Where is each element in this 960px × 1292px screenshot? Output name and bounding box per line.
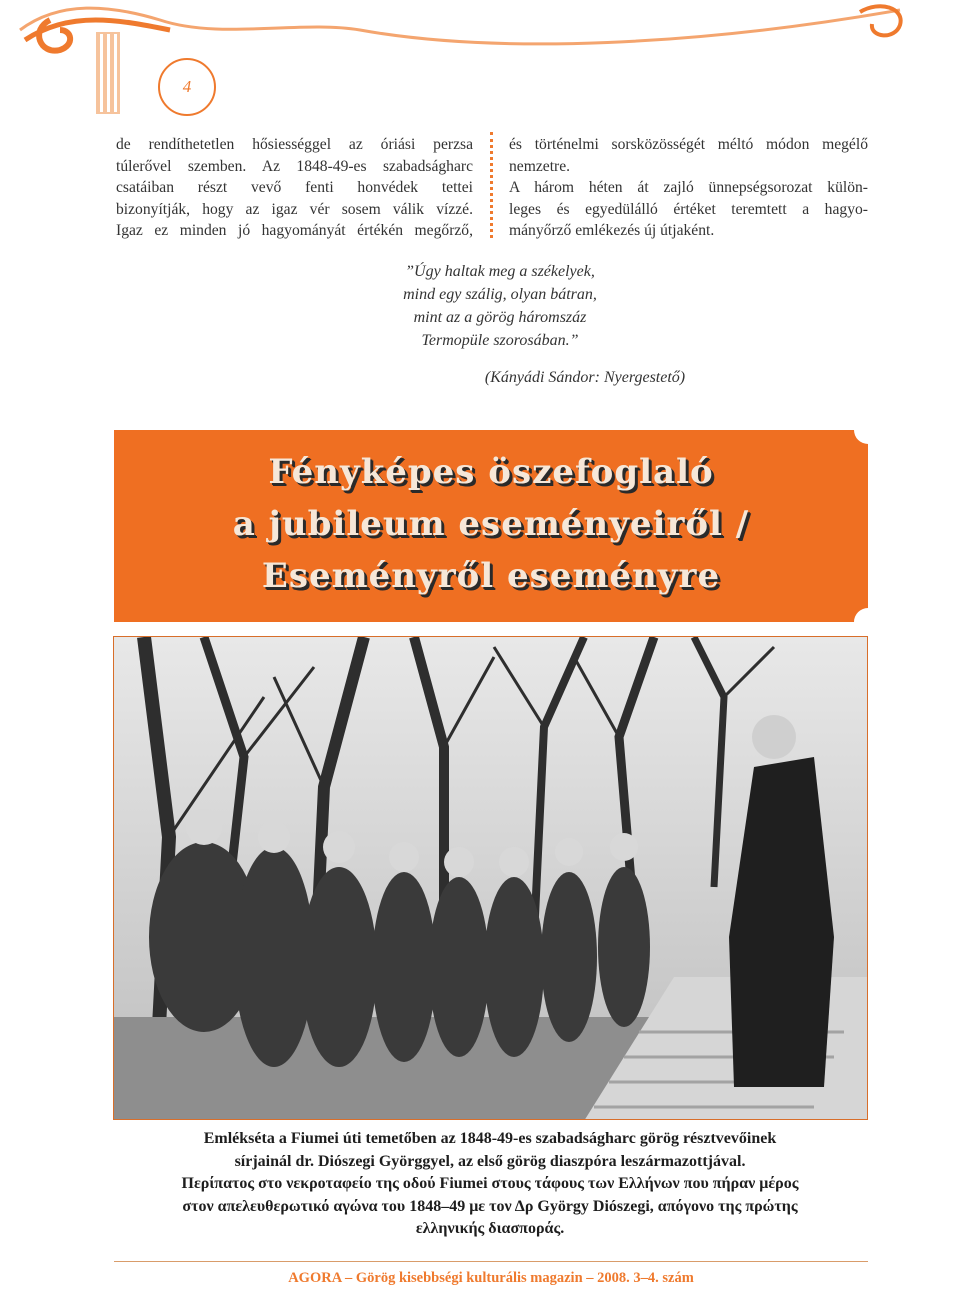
text-line: mányőrző emlékezés új útjaként.	[509, 222, 715, 239]
caption-line: Emlékséta a Fiumei úti temetőben az 1848-49-es szabadságharc görög résztvevőinek	[203, 1130, 777, 1147]
footer-rule	[114, 1261, 868, 1262]
text-line: és történelmi sorsközösségét méltó módon megélő	[509, 136, 868, 153]
magazine-logo	[0, 0, 960, 130]
right-column	[509, 134, 868, 242]
caption-line: στον απελευθερωτικό αγώνα του 1848–49 με τον Δρ György Diószegi, απόγονο της πρώτης	[182, 1197, 798, 1215]
text-line: de rendíthetetlen hősiességgel az óriási perzsa	[116, 136, 473, 153]
poem-quote	[300, 260, 700, 352]
banner-line: a jubileum eseményeiről /	[232, 504, 750, 544]
text-line: csatáiban részt vevő fenti honvédek tettei	[116, 179, 473, 196]
left-column	[116, 134, 473, 242]
text-line: Igaz ez minden jó hagyományát értékén megőrző,	[116, 222, 473, 239]
banner-title	[114, 446, 868, 602]
caption-line: ελληνικής διασποράς.	[415, 1220, 565, 1237]
poem-line: mint az a görög háromszáz	[413, 309, 587, 326]
caption-line: sírjainál dr. Diószegi Györggyel, az első görög diaszpóra leszármazottjával.	[234, 1152, 746, 1170]
text-line: A három héten át zajló ünnepségsorozat külön-	[509, 179, 868, 196]
caption-line: Περίπατος στο νεκροταφείο της οδού Fiumei στους τάφους των Ελλήνων που πήραν μέρος	[181, 1175, 799, 1192]
quote-attribution: (Kányádi Sándor: Nyergestető)	[484, 369, 686, 386]
page-number: 4	[158, 58, 216, 116]
text-line: nemzetre.	[509, 157, 571, 175]
text-line: bizonyítják, hogy az igaz vér sosem válik vízzé.	[116, 200, 473, 218]
footer-text: AGORA – Görög kisebbségi kulturális magazin – 2008. 3–4. szám	[288, 1270, 694, 1286]
banner-line: Eseményről eseményre	[261, 556, 721, 596]
text-line: leges és egyedülálló értéket teremtett a hagyo-	[509, 200, 868, 218]
poem-line: Termopüle szorosában.”	[421, 332, 579, 349]
poem-line: ”Úgy haltak meg a székelyek,	[405, 263, 595, 280]
photo-scene	[114, 637, 868, 1120]
banner-line: Fényképes öszefoglaló	[268, 452, 714, 492]
photo-caption	[100, 1128, 880, 1241]
column-divider	[490, 132, 493, 238]
text-line: túlerővel szemben. Az 1848-49-es szabadságharc	[116, 157, 473, 175]
poem-line: mind egy szálig, olyan bátran,	[403, 286, 597, 303]
event-photo	[113, 636, 868, 1120]
